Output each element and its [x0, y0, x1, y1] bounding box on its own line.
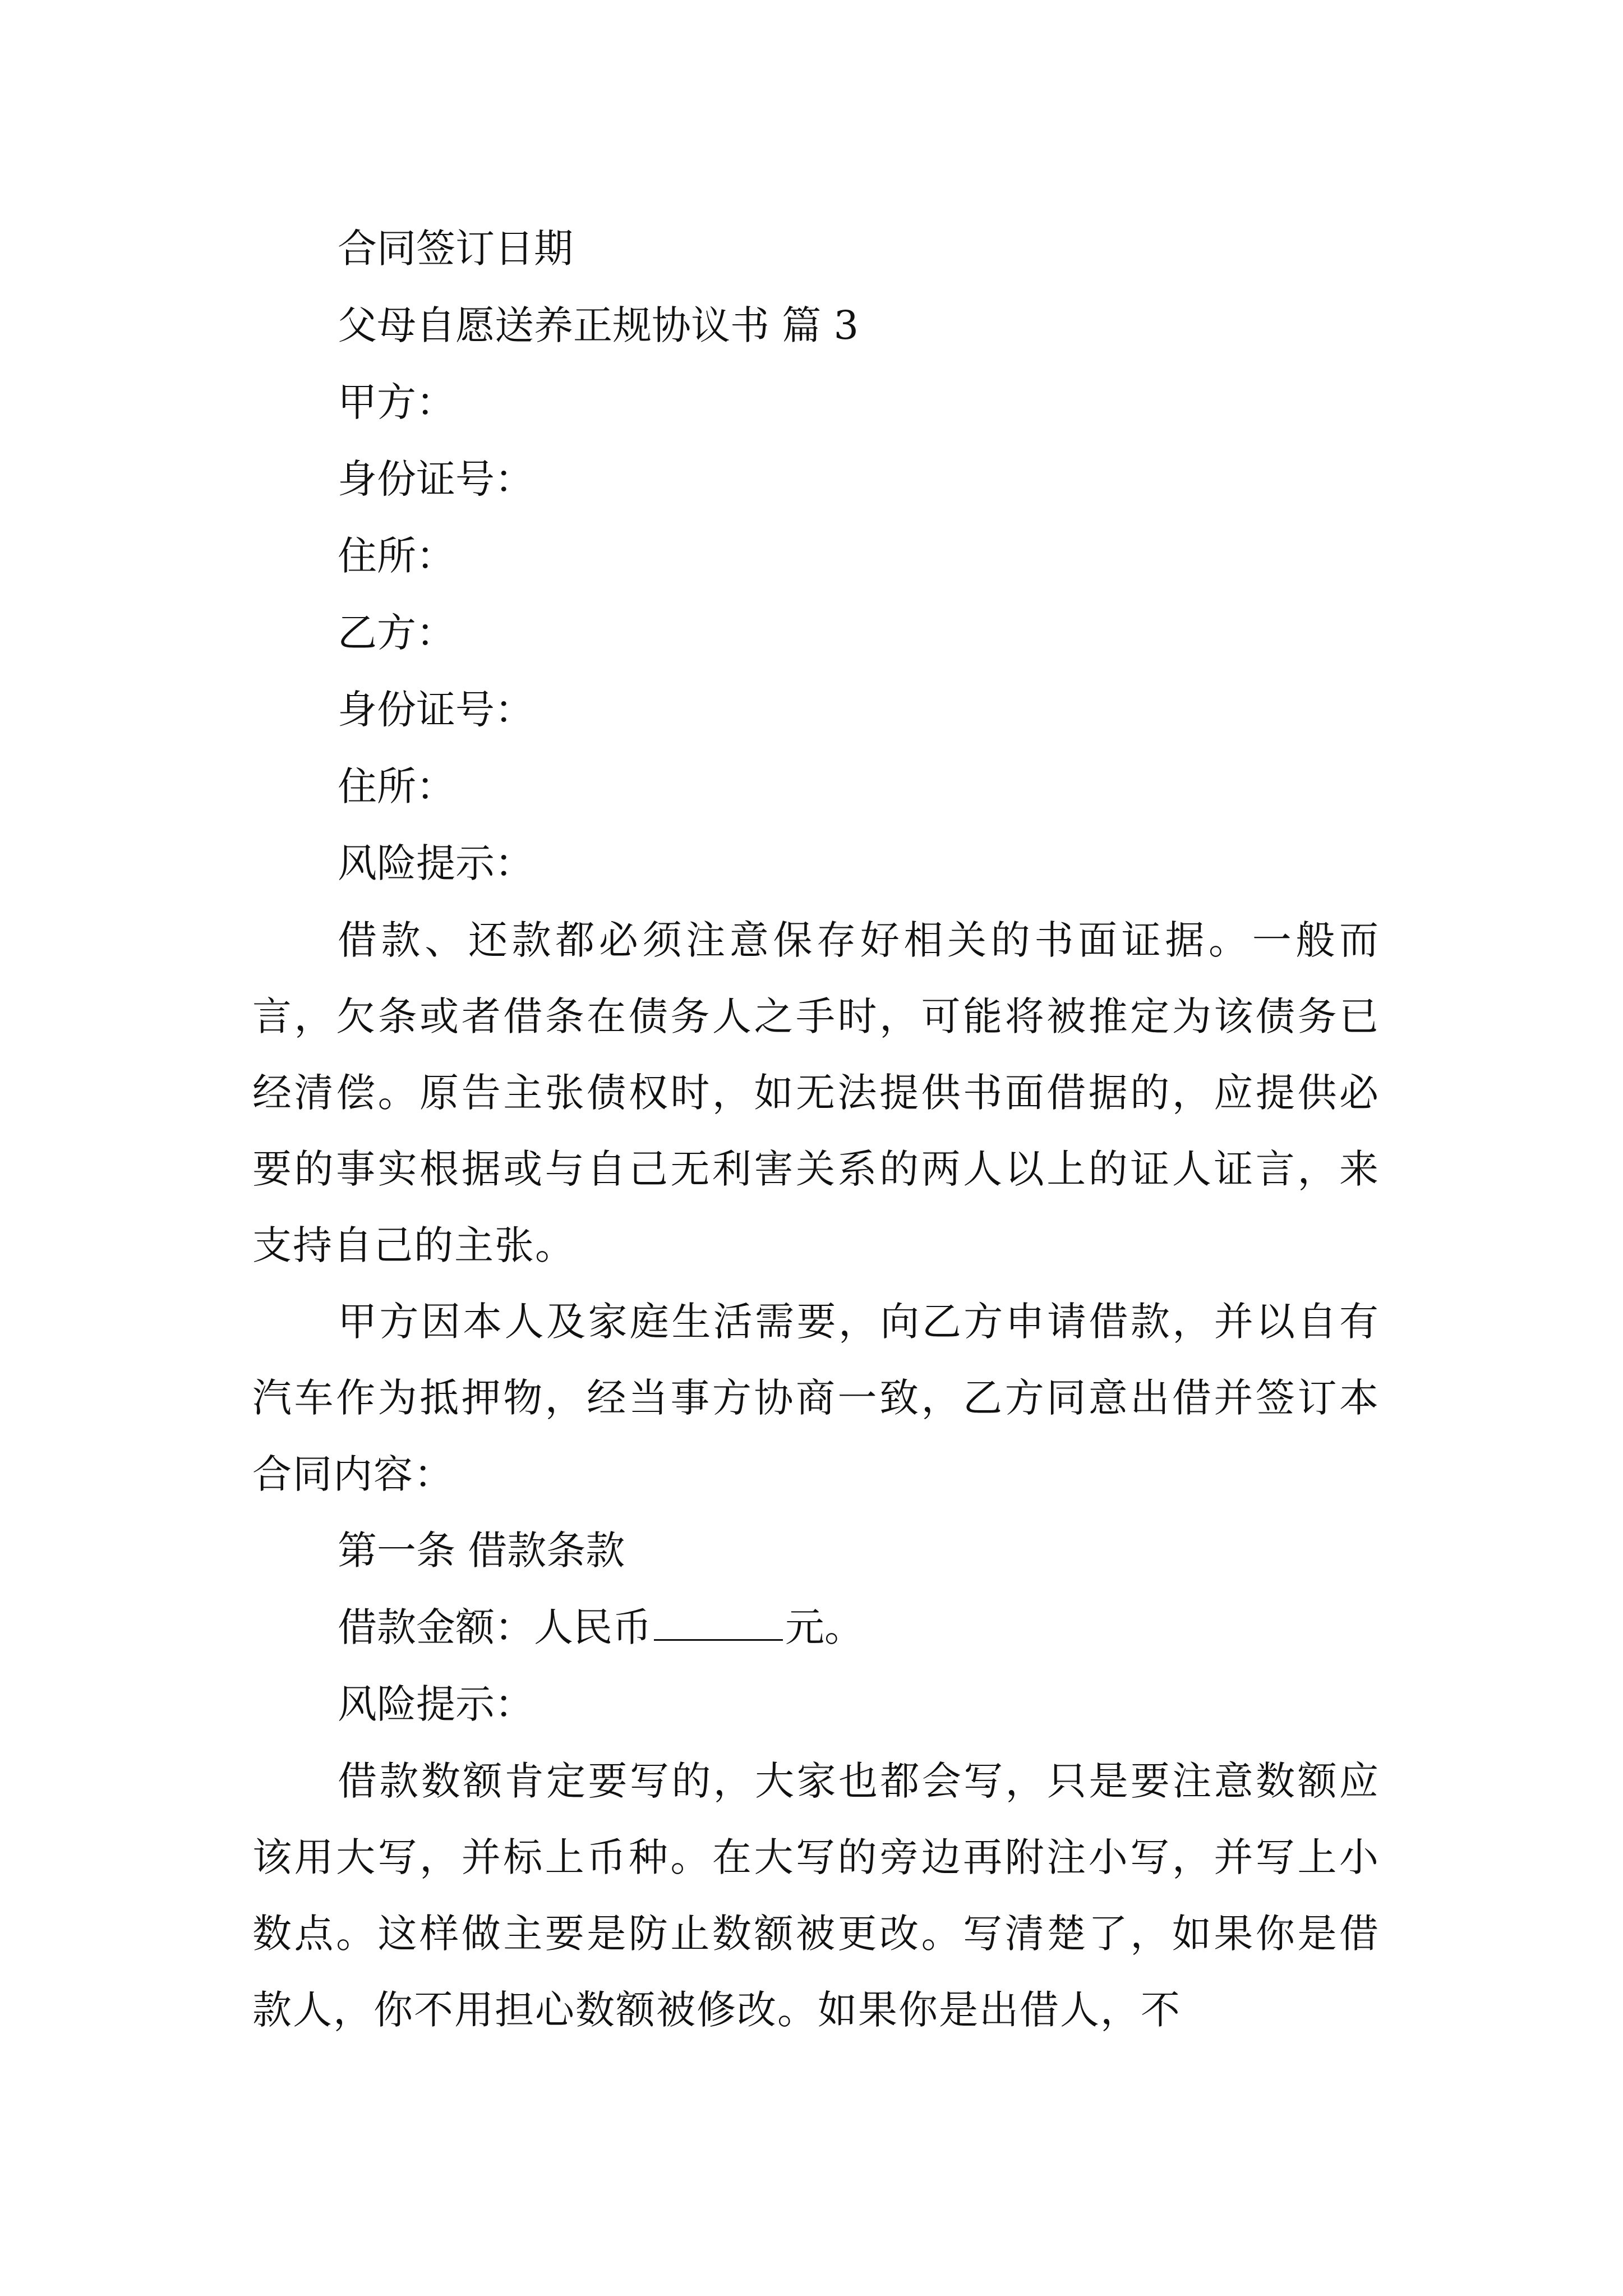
risk-paragraph-1: 借款、还款都必须注意保存好相关的书面证据。一般而言，欠条或者借条在债务人之手时，可能将被推定为该债务已经清偿。原告主张债权时，如无法提供书面借据的，应提供必要的事实根据或与自己无利害关系的两人以上的证人证言，来支持自己的主张。	[252, 917, 1380, 1268]
article-1-heading: 第一条 借款条款	[338, 1527, 625, 1573]
sign-date-line: 合同签订日期	[338, 226, 573, 272]
loan-amount-suffix: 元。	[785, 1604, 864, 1650]
risk-hint-heading-2: 风险提示：	[338, 1681, 534, 1727]
loan-amount-line	[252, 1589, 1380, 1666]
party-b-id-label: 身份证号：	[338, 687, 534, 733]
loan-amount-prefix: 借款金额：人民币	[338, 1604, 652, 1650]
document-body	[252, 210, 1380, 2048]
intro-paragraph: 甲方因本人及家庭生活需要，向乙方申请借款，并以自有汽车作为抵押物，经当事方协商一致，乙方同意出借并签订本合同内容：	[252, 1299, 1380, 1497]
party-a-label: 甲方：	[338, 379, 455, 425]
party-b-label: 乙方：	[338, 610, 455, 656]
loan-amount-blank	[654, 1607, 783, 1641]
risk-paragraph-2: 借款数额肯定要写的，大家也都会写，只是要注意数额应该用大写，并标上币种。在大写的旁边再附注小写，并写上小数点。这样做主要是防止数额被更改。写清楚了，如果你是借款人，你不用担心数额被修改。如果你是出借人，不	[252, 1758, 1380, 2033]
party-a-id-label: 身份证号：	[338, 456, 534, 502]
party-a-address-label: 住所：	[338, 533, 455, 579]
document-title: 父母自愿送养正规协议书 篇 3	[338, 302, 859, 348]
risk-hint-heading-1: 风险提示：	[338, 840, 534, 886]
party-b-address-label: 住所：	[338, 763, 455, 809]
